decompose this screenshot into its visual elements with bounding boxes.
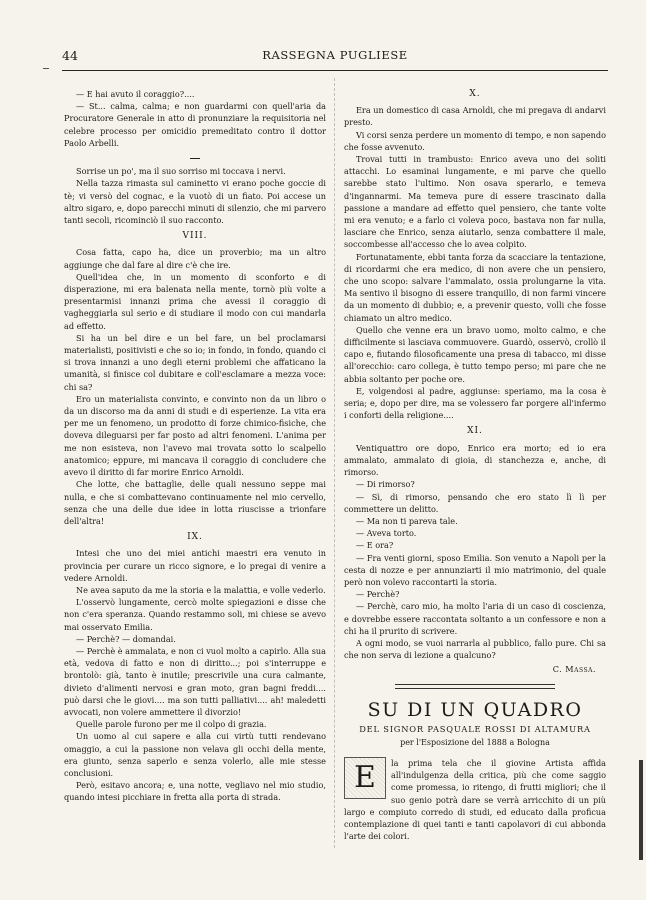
paragraph: — E hai avuto il coraggio?.... (76, 89, 195, 99)
paragraph: Nella tazza rimasta sul caminetto vi erano poche goccie di tè; vi versò del cognac, e la vuotò di un fiato. Poi accese un altro sigaro, e, dopo parecchi minuti di silenzio, che mi parvero tanti secoli, ricominciò il suo racconto. (64, 178, 326, 226)
dialogue-line: — Perchè? — domandai. (76, 633, 176, 644)
paragraph: A ogni modo, se vuoi narrarla al pubblico, fallo pure. Chi sa che non serva di lezione a qualcuno? (344, 637, 606, 661)
page-header (62, 48, 608, 66)
paragraph: Però, esitavo ancora; e, una notte, vegliavo nel mio studio, quando intesi picchiare in fretta alla porta di strada. (64, 780, 326, 803)
paragraph: Quello che venne era un bravo uomo, molto calmo, e che difficilmente si lasciava commuovere. Guardò, osservò, crollò il capo e, fiutando filosoficamente una presa di tabacco, mi disse all'orecchio: caro collega, è tutto tempo perso; mi pare che ne abbia soltanto per poche ore. (344, 324, 606, 384)
paragraph: la prima tela che il giovine Artista affida all'indulgenza della critica, più che come saggio come promessa, io ritengo, di frutti migliori; che il suo genio potrà dare se verrà arricchito di un più largo e compiuto corredo di studi, ed educato dalla proficua contemplazione di quei tanti e tanti capolavori di cui abbonda l'arte dei colori. (344, 757, 606, 842)
paragraph: Si ha un bel dire e un bel fare, un bel proclamarsi materialisti, positivisti e che so io; in fondo, in fondo, quando ci si trova innanzi a uno degli eterni problemi che affaticano la umanità, si finisce col dubitare e coll'esclamare a mezza voce: chi sa? (64, 332, 326, 392)
paragraph: Quell'idea che, in un momento di sconforto e di disperazione, mi era balenata nella mente, tornò più volte a presentarmisi innanzi prima che avessi il coraggio di vagheggiarla sul serio e di studiare il modo con cui mandarla ad effetto. (64, 271, 326, 331)
dialogue-line: — Di rimorso? (356, 479, 415, 490)
article-separator-rule (395, 684, 555, 689)
dialogue-line: — E ora? (356, 540, 394, 551)
header-rule (62, 70, 608, 71)
dialogue-line: — Perchè, caro mio, ha molto l'aria di un caso di coscienza, e dovrebbe essere raccontata soltanto a un confessore e non a chi ha il prurito di scrivere. (344, 601, 606, 636)
section-separator (64, 151, 326, 163)
paragraph: Ero un materialista convinto, e convinto non da un libro o da un discorso ma da anni di studi e di esperienze. La vita era per me un fenomeno, un prodotto di forze chimico-fisiche, che doveva dileguarsi per far posto ad altri fenomeni. L'anima per me non esisteva, non l'avevo mai trovata sotto lo scalpello anatomico; eppure, mi mancava il coraggio di concludere che avevo il diritto di far morire Enrico Arnoldi. (64, 393, 326, 478)
paragraph: L'osservò lungamente, cercò molte spiegazioni e disse che non c'era speranza. Quando restammo soli, mi chiese se avevo mai osservato Emilia. (64, 597, 326, 632)
dialogue-line: — Perchè? (356, 589, 400, 600)
page-number: 44 (62, 48, 78, 63)
article-title: SU DI UN QUADRO (367, 698, 583, 721)
article-opening (344, 757, 606, 842)
paragraph: Cosa fatta, capo ha, dice un proverbio; ma un altro aggiunge che dal fare al dire c'è che ire. (64, 247, 326, 270)
section-heading-viii: VIII. (182, 231, 208, 242)
paragraph: Sorrise un po', ma il suo sorriso mi toccava i nervi. (76, 166, 286, 177)
paragraph: Intesi che uno dei miei antichi maestri era venuto in provincia per curare un ricco signore, e lo pregai di venire a vedere Arnoldi. (64, 548, 326, 583)
paragraph: Un uomo al cui sapere e alla cui virtù tutti rendevano omaggio, a cui la passione non velava gli occhi della mente, era giunto, senza saperlo e senza volerlo, alle mie stesse conclusioni. (64, 731, 326, 778)
paragraph: Era un domestico di casa Arnoldi, che mi pregava di andarvi presto. (344, 105, 606, 128)
paragraph: Fortunatamente, ebbi tanta forza da scacciare la tentazione, di ricordarmi che era medico, di non avere che un pensiero, che uno scopo: salvare l'ammalato, ossia prolungarne la vita. Ma sentivo il bisogno di essere tranquillo, di non farmi vincere da un momento di dubbio; e, a prevenir questo, volli che fosse chiamato un altro medico. (344, 251, 606, 323)
paragraph: E, volgendosi al padre, aggiunse: speriamo, ma la cosa è seria; e, dopo per dire, ma se volessero far porgere all'infermo i conforti della religione.... (344, 385, 606, 421)
dialogue-line: — Aveva torto. (356, 528, 417, 539)
paragraph: Vi corsi senza perdere un momento di tempo, e non sapendo che fosse avvenuto. (344, 129, 606, 152)
paragraph: — St... calma, calma; e non guardarmi con quell'aria da Procuratore Generale in atto di pronunziare la requisitoria nel celebre processo per omicidio premeditato contro il dottor Paolo Arbelli. (64, 101, 326, 148)
paragraph: Ne avea saputo da me la storia e la malattia, e volle vederlo. (76, 584, 326, 595)
margin-tick (43, 68, 49, 69)
section-heading-xi: XI. (467, 426, 483, 437)
article-subtitle-secondary: per l'Esposizione del 1888 a Bologna (400, 737, 550, 747)
paragraph: Quelle parole furono per me il colpo di grazia. (76, 719, 267, 730)
section-heading-ix: IX. (187, 532, 203, 543)
article-subtitle: DEL SIGNOR PASQUALE ROSSI DI ALTAMURA (359, 723, 591, 734)
column-divider (334, 78, 335, 848)
dialogue-line: — Perchè è ammalata, e non ci vuol molto a capirlo. Alla sua età, vedova di fatto e non di diritto...; poi s'interruppe e brontolò: già, tanto è inutile; prescrivile una cura calmante, divieto d'alimenti nervosi e gran moto, gran bagni freddi.... può darsi che le giovi.... ma son tutti palliativi.... ah! maledetti avvocati, non volere ammettere il divorzio! (64, 645, 326, 717)
author-signature: C. Massa. (552, 664, 596, 675)
right-column (344, 88, 606, 842)
paragraph: Che lotte, che battaglie, delle quali nessuno seppe mai nulla, e che si combattevano continuamente nel mio cervello, senza che una delle due idee in lotta riuscisse a trionfare dell'altra! (64, 479, 326, 526)
paragraph: Trovai tutti in trambusto: Enrico aveva uno dei soliti attacchi. Lo esaminai lungamente, e mi parve che quello sarebbe stato l'ultimo. Non osava sperarlo, e temeva d'ingannarmi. Ma temeva pure di essere trascinato dalla passione a mandare ad effetto quel pensiero, che tante volte mi era venuto; e a farlo ci voleva poco, bastava non far nulla, lasciare che Enrico, senza aiutarlo, senza combattere il male, soccombesse all'accesso che lo avea colpito. (344, 154, 606, 250)
dialogue-line: — Sì, di rimorso, pensando che ero stato lì lì per commettere un delitto. (344, 491, 606, 514)
page-edge-mark (639, 760, 643, 860)
running-title: RASSEGNA PUGLIESE (262, 48, 408, 62)
left-column (64, 88, 326, 804)
dialogue-line: — Fra venti giorni, sposo Emilia. Son venuto a Napoli per la cesta di nozze e per annunziarti il mio matrimonio, del quale però non volevo raccontarti la storia. (344, 552, 606, 587)
paragraph: Ventiquattro ore dopo, Enrico era morto; ed io era ammalato, ammalato di gioia, di stanchezza e, anche, di rimorso. (344, 442, 606, 478)
dialogue-line: — Ma non ti pareva tale. (356, 515, 458, 526)
section-heading-x: X. (469, 89, 481, 99)
drop-cap-initial: E (344, 757, 386, 799)
